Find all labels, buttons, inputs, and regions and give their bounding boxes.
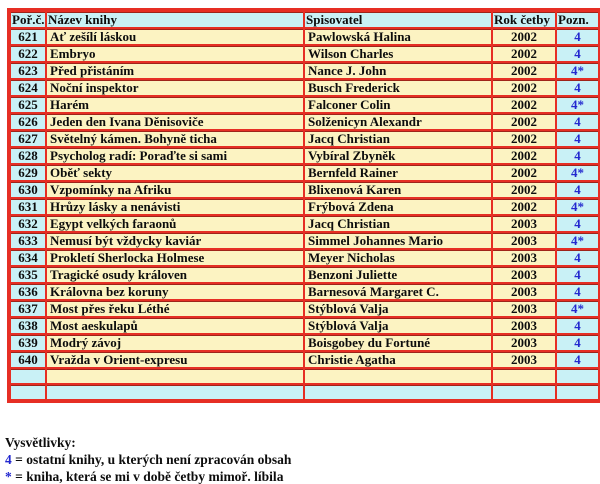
cell-author: [305, 369, 491, 383]
cell-order-number: 630: [11, 182, 45, 197]
cell-book-title: [47, 385, 303, 399]
col-header-author: Spisovatel: [305, 12, 491, 27]
cell-order-number: 629: [11, 165, 45, 180]
cell-author: Nance J. John: [305, 63, 491, 78]
cell-book-title: Nemusí být vždycky kaviár: [47, 233, 303, 248]
cell-author: Meyer Nicholas: [305, 250, 491, 265]
cell-book-title: Před přistáním: [47, 63, 303, 78]
cell-year: 2003: [493, 352, 555, 367]
cell-book-title: Vražda v Orient-expresu: [47, 352, 303, 367]
cell-year: [493, 385, 555, 399]
cell-order-number: 632: [11, 216, 45, 231]
cell-note: 4: [557, 250, 598, 265]
cell-order-number: 639: [11, 335, 45, 350]
cell-note: 4*: [557, 199, 598, 214]
cell-year: 2003: [493, 284, 555, 299]
cell-author: [305, 385, 491, 399]
cell-year: 2002: [493, 80, 555, 95]
cell-year: 2002: [493, 97, 555, 112]
cell-book-title: Most přes řeku Léthé: [47, 301, 303, 316]
cell-author: Simmel Johannes Mario: [305, 233, 491, 248]
cell-note: 4: [557, 80, 598, 95]
table-row: [11, 301, 598, 316]
cell-author: Boisgobey du Fortuné: [305, 335, 491, 350]
cell-order-number: 631: [11, 199, 45, 214]
cell-note: 4: [557, 131, 598, 146]
cell-order-number: 623: [11, 63, 45, 78]
legend-item-4: [5, 451, 291, 468]
table-row: [11, 284, 598, 299]
cell-year: [493, 369, 555, 383]
legend-title: Vysvětlivky:: [5, 435, 76, 450]
cell-note: 4*: [557, 63, 598, 78]
books-table: [7, 8, 600, 403]
cell-year: 2002: [493, 131, 555, 146]
cell-year: 2002: [493, 165, 555, 180]
table-row: [11, 216, 598, 231]
legend-symbol-4: 4: [5, 452, 12, 467]
cell-note: 4*: [557, 233, 598, 248]
cell-author: Pawlowská Halina: [305, 29, 491, 44]
legend-item-star: [5, 468, 291, 484]
table-row: [11, 233, 598, 248]
cell-note: [557, 385, 598, 399]
cell-year: 2002: [493, 114, 555, 129]
cell-year: 2002: [493, 148, 555, 163]
cell-author: Stýblová Valja: [305, 301, 491, 316]
table-row: [11, 29, 598, 44]
header-row: [11, 12, 598, 27]
cell-year: 2003: [493, 301, 555, 316]
cell-book-title: Královna bez koruny: [47, 284, 303, 299]
cell-author: Solženicyn Alexandr: [305, 114, 491, 129]
cell-order-number: 640: [11, 352, 45, 367]
table-row: [11, 46, 598, 61]
cell-year: 2002: [493, 182, 555, 197]
cell-year: 2002: [493, 199, 555, 214]
cell-book-title: Vzpomínky na Afriku: [47, 182, 303, 197]
cell-year: 2002: [493, 63, 555, 78]
cell-book-title: Modrý závoj: [47, 335, 303, 350]
cell-book-title: Jeden den Ivana Děnisoviče: [47, 114, 303, 129]
cell-order-number: [11, 369, 45, 383]
table-row: [11, 131, 598, 146]
cell-order-number: 627: [11, 131, 45, 146]
col-header-note: Pozn.: [557, 12, 598, 27]
cell-author: Benzoni Juliette: [305, 267, 491, 282]
cell-author: Stýblová Valja: [305, 318, 491, 333]
cell-book-title: Noční inspektor: [47, 80, 303, 95]
cell-order-number: [11, 385, 45, 399]
cell-order-number: 638: [11, 318, 45, 333]
cell-note: 4: [557, 335, 598, 350]
cell-note: 4: [557, 284, 598, 299]
cell-book-title: Egypt velkých faraonů: [47, 216, 303, 231]
cell-author: Wilson Charles: [305, 46, 491, 61]
cell-book-title: Hrůzy lásky a nenávisti: [47, 199, 303, 214]
cell-order-number: 634: [11, 250, 45, 265]
table-row: [11, 335, 598, 350]
cell-note: 4: [557, 29, 598, 44]
table-row: [11, 165, 598, 180]
cell-order-number: 635: [11, 267, 45, 282]
legend: [5, 434, 291, 484]
cell-year: 2003: [493, 216, 555, 231]
cell-year: 2003: [493, 335, 555, 350]
cell-order-number: 621: [11, 29, 45, 44]
cell-note: 4: [557, 148, 598, 163]
cell-note: 4*: [557, 97, 598, 112]
cell-author: Frýbová Zdena: [305, 199, 491, 214]
cell-year: 2003: [493, 267, 555, 282]
cell-year: 2003: [493, 233, 555, 248]
cell-author: Christie Agatha: [305, 352, 491, 367]
cell-author: Jacq Christian: [305, 216, 491, 231]
cell-author: Jacq Christian: [305, 131, 491, 146]
table-row: [11, 318, 598, 333]
cell-note: 4: [557, 114, 598, 129]
cell-book-title: Prokletí Sherlocka Holmese: [47, 250, 303, 265]
cell-order-number: 636: [11, 284, 45, 299]
cell-note: [557, 369, 598, 383]
cell-author: Falconer Colin: [305, 97, 491, 112]
cell-order-number: 637: [11, 301, 45, 316]
col-header-book-title: Název knihy: [47, 12, 303, 27]
cell-book-title: Most aeskulapů: [47, 318, 303, 333]
cell-note: 4: [557, 267, 598, 282]
cell-author: Vybíral Zbyněk: [305, 148, 491, 163]
cell-note: 4: [557, 182, 598, 197]
table-row: [11, 182, 598, 197]
table-row: [11, 97, 598, 112]
cell-book-title: Světelný kámen. Bohyně ticha: [47, 131, 303, 146]
table-row: [11, 250, 598, 265]
table-row: [11, 63, 598, 78]
col-header-order-number: Poř.č.: [12, 12, 45, 27]
cell-author: Barnesová Margaret C.: [305, 284, 491, 299]
cell-book-title: Tragické osudy královen: [47, 267, 303, 282]
cell-order-number: 625: [11, 97, 45, 112]
cell-book-title: [47, 369, 303, 383]
cell-year: 2003: [493, 318, 555, 333]
cell-note: 4*: [557, 301, 598, 316]
col-header-year-read: Rok četby: [493, 12, 555, 27]
cell-author: Blixenová Karen: [305, 182, 491, 197]
cell-order-number: 626: [11, 114, 45, 129]
cell-year: 2002: [493, 46, 555, 61]
cell-book-title: Ať zešílí láskou: [47, 29, 303, 44]
cell-author: Busch Frederick: [305, 80, 491, 95]
cell-author: Bernfeld Rainer: [305, 165, 491, 180]
table-row: [11, 80, 598, 95]
books-tbody: [11, 29, 598, 399]
legend-symbol-star: *: [5, 469, 12, 484]
cell-order-number: 628: [11, 148, 45, 163]
cell-order-number: 622: [11, 46, 45, 61]
cell-year: 2002: [493, 29, 555, 44]
cell-year: 2003: [493, 250, 555, 265]
table-row: [11, 114, 598, 129]
cell-book-title: Psycholog radí: Poraďte si sami: [47, 148, 303, 163]
table-row: [11, 148, 598, 163]
table-row: [11, 267, 598, 282]
cell-note: 4: [557, 216, 598, 231]
cell-book-title: Embryo: [47, 46, 303, 61]
legend-text-4: = ostatní knihy, u kterých není zpracován obsah: [15, 452, 292, 467]
empty-footer-row: [11, 385, 598, 399]
cell-order-number: 624: [11, 80, 45, 95]
table-row: [11, 199, 598, 214]
empty-row: [11, 369, 598, 383]
cell-note: 4*: [557, 165, 598, 180]
cell-note: 4: [557, 46, 598, 61]
cell-note: 4: [557, 352, 598, 367]
legend-text-star: = kniha, která se mi v době četby mimoř. líbila: [15, 469, 284, 484]
cell-book-title: Harém: [47, 97, 303, 112]
cell-book-title: Oběť sekty: [47, 165, 303, 180]
cell-note: 4: [557, 318, 598, 333]
table-row: [11, 352, 598, 367]
cell-order-number: 633: [11, 233, 45, 248]
